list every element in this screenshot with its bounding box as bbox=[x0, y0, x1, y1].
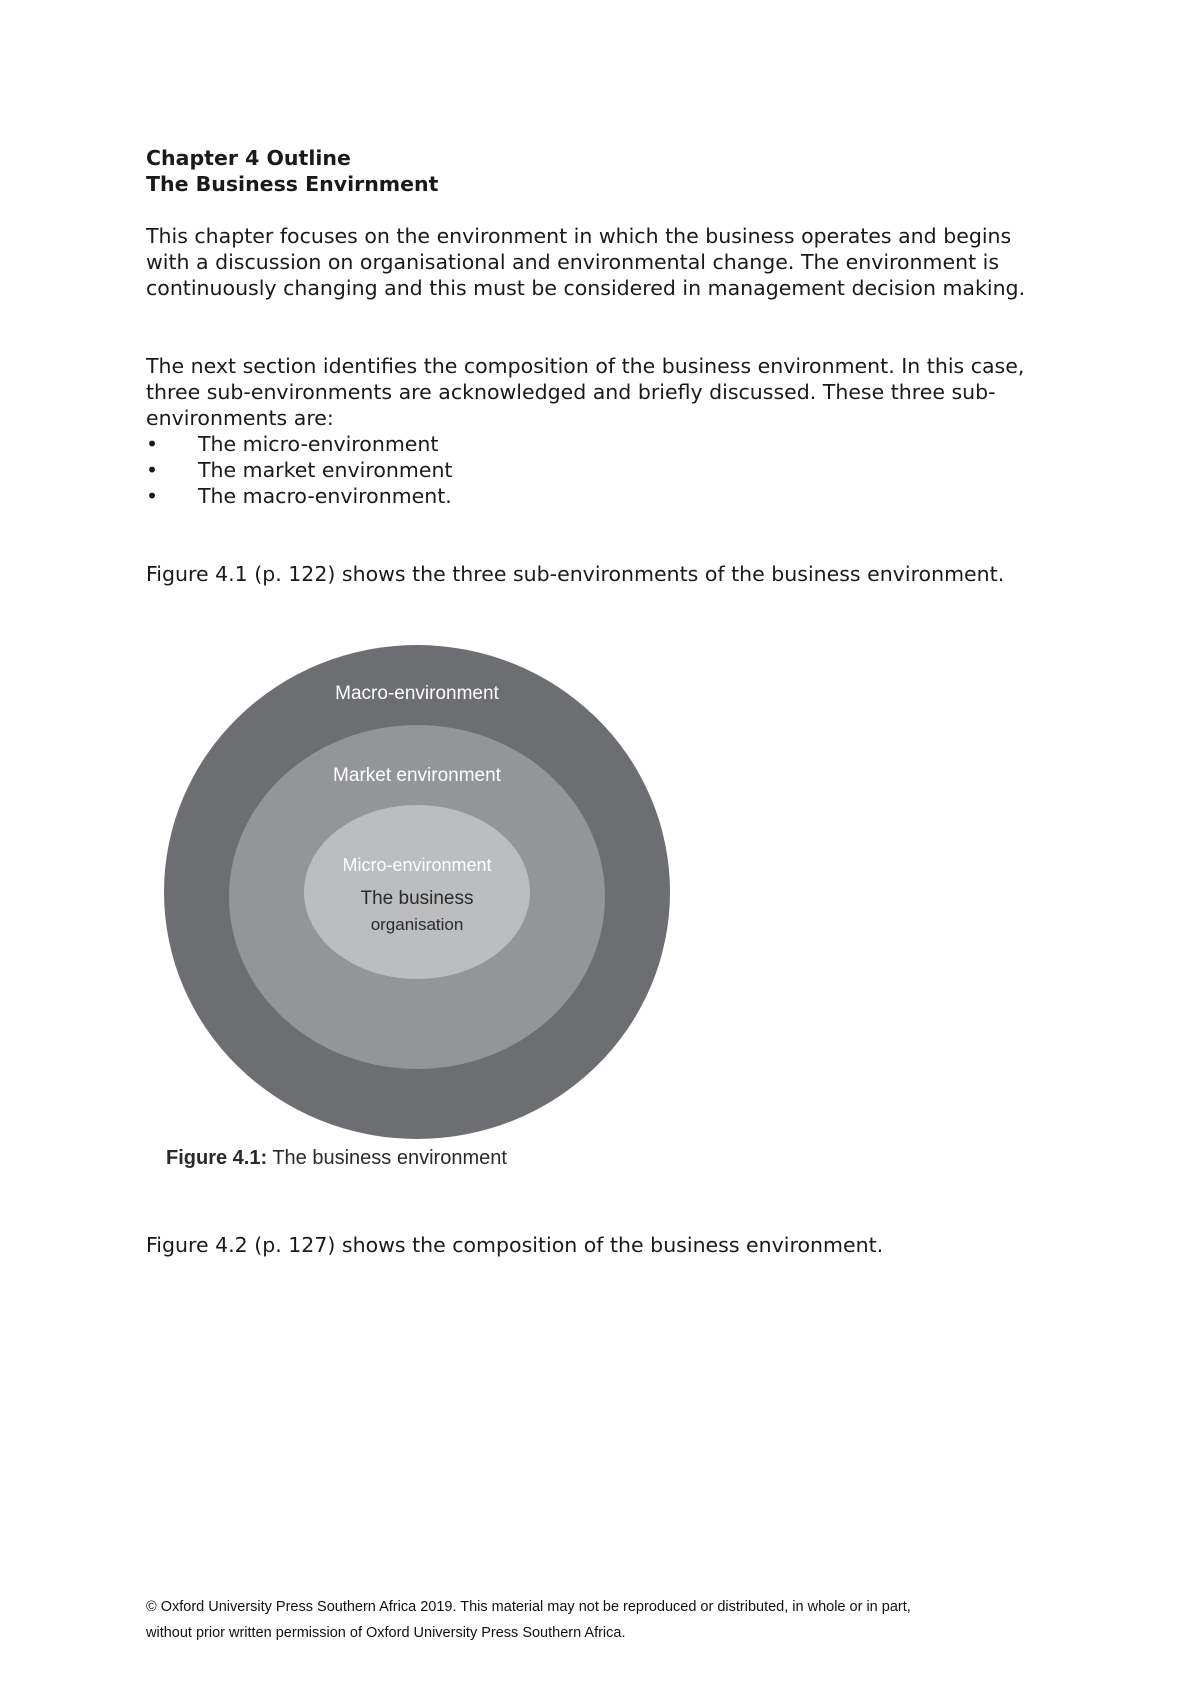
business-environment-diagram bbox=[155, 640, 675, 1180]
list-item-text: The micro-environment bbox=[198, 432, 439, 456]
market-environment-label: Market environment bbox=[333, 765, 501, 786]
intro-paragraph: This chapter focuses on the environment in which the business operates and begins with a discussion on organisational and environmental change. The environment is continuously changing and this must be considered in management decision making. bbox=[146, 224, 1026, 300]
figure-caption bbox=[166, 1147, 507, 1170]
bullet-icon: • bbox=[146, 458, 159, 482]
concentric-circles-figure bbox=[155, 640, 675, 1150]
list-item bbox=[146, 431, 1046, 457]
business-organisation-label-line1: The business bbox=[360, 888, 474, 909]
copyright-footer bbox=[146, 1594, 1066, 1646]
micro-environment-label: Micro-environment bbox=[342, 855, 492, 875]
copyright-line1: © Oxford University Press Southern Africa 2019. This material may not be reproduced or distributed, in whole or in part, bbox=[146, 1599, 911, 1615]
chapter-heading bbox=[146, 145, 1046, 197]
list-item bbox=[146, 483, 1046, 509]
bullet-icon: • bbox=[146, 484, 159, 508]
figure1-reference: Figure 4.1 (p. 122) shows the three sub-environments of the business environment. bbox=[146, 562, 1005, 586]
chapter-subtitle: The Business Envirnment bbox=[146, 172, 439, 196]
sub-environment-list bbox=[146, 431, 1046, 509]
list-item-text: The market environment bbox=[198, 458, 453, 482]
bullet-icon: • bbox=[146, 432, 159, 456]
copyright-line2: without prior written permission of Oxford University Press Southern Africa. bbox=[146, 1625, 626, 1641]
business-organisation-label-line2: organisation bbox=[370, 915, 464, 934]
list-item-text: The macro-environment. bbox=[198, 484, 452, 508]
figure-caption-label: Figure 4.1: bbox=[166, 1147, 268, 1169]
composition-paragraph: The next section identifies the composition of the business environment. In this case, three sub-environments are acknowledged and briefly discussed. These three sub-environments are: bbox=[146, 354, 1025, 430]
figure2-reference: Figure 4.2 (p. 127) shows the composition of the business environment. bbox=[146, 1233, 884, 1257]
macro-environment-label: Macro-environment bbox=[335, 683, 499, 704]
chapter-title: Chapter 4 Outline bbox=[146, 146, 351, 170]
figure-caption-text: The business environment bbox=[267, 1147, 507, 1169]
list-item bbox=[146, 457, 1046, 483]
